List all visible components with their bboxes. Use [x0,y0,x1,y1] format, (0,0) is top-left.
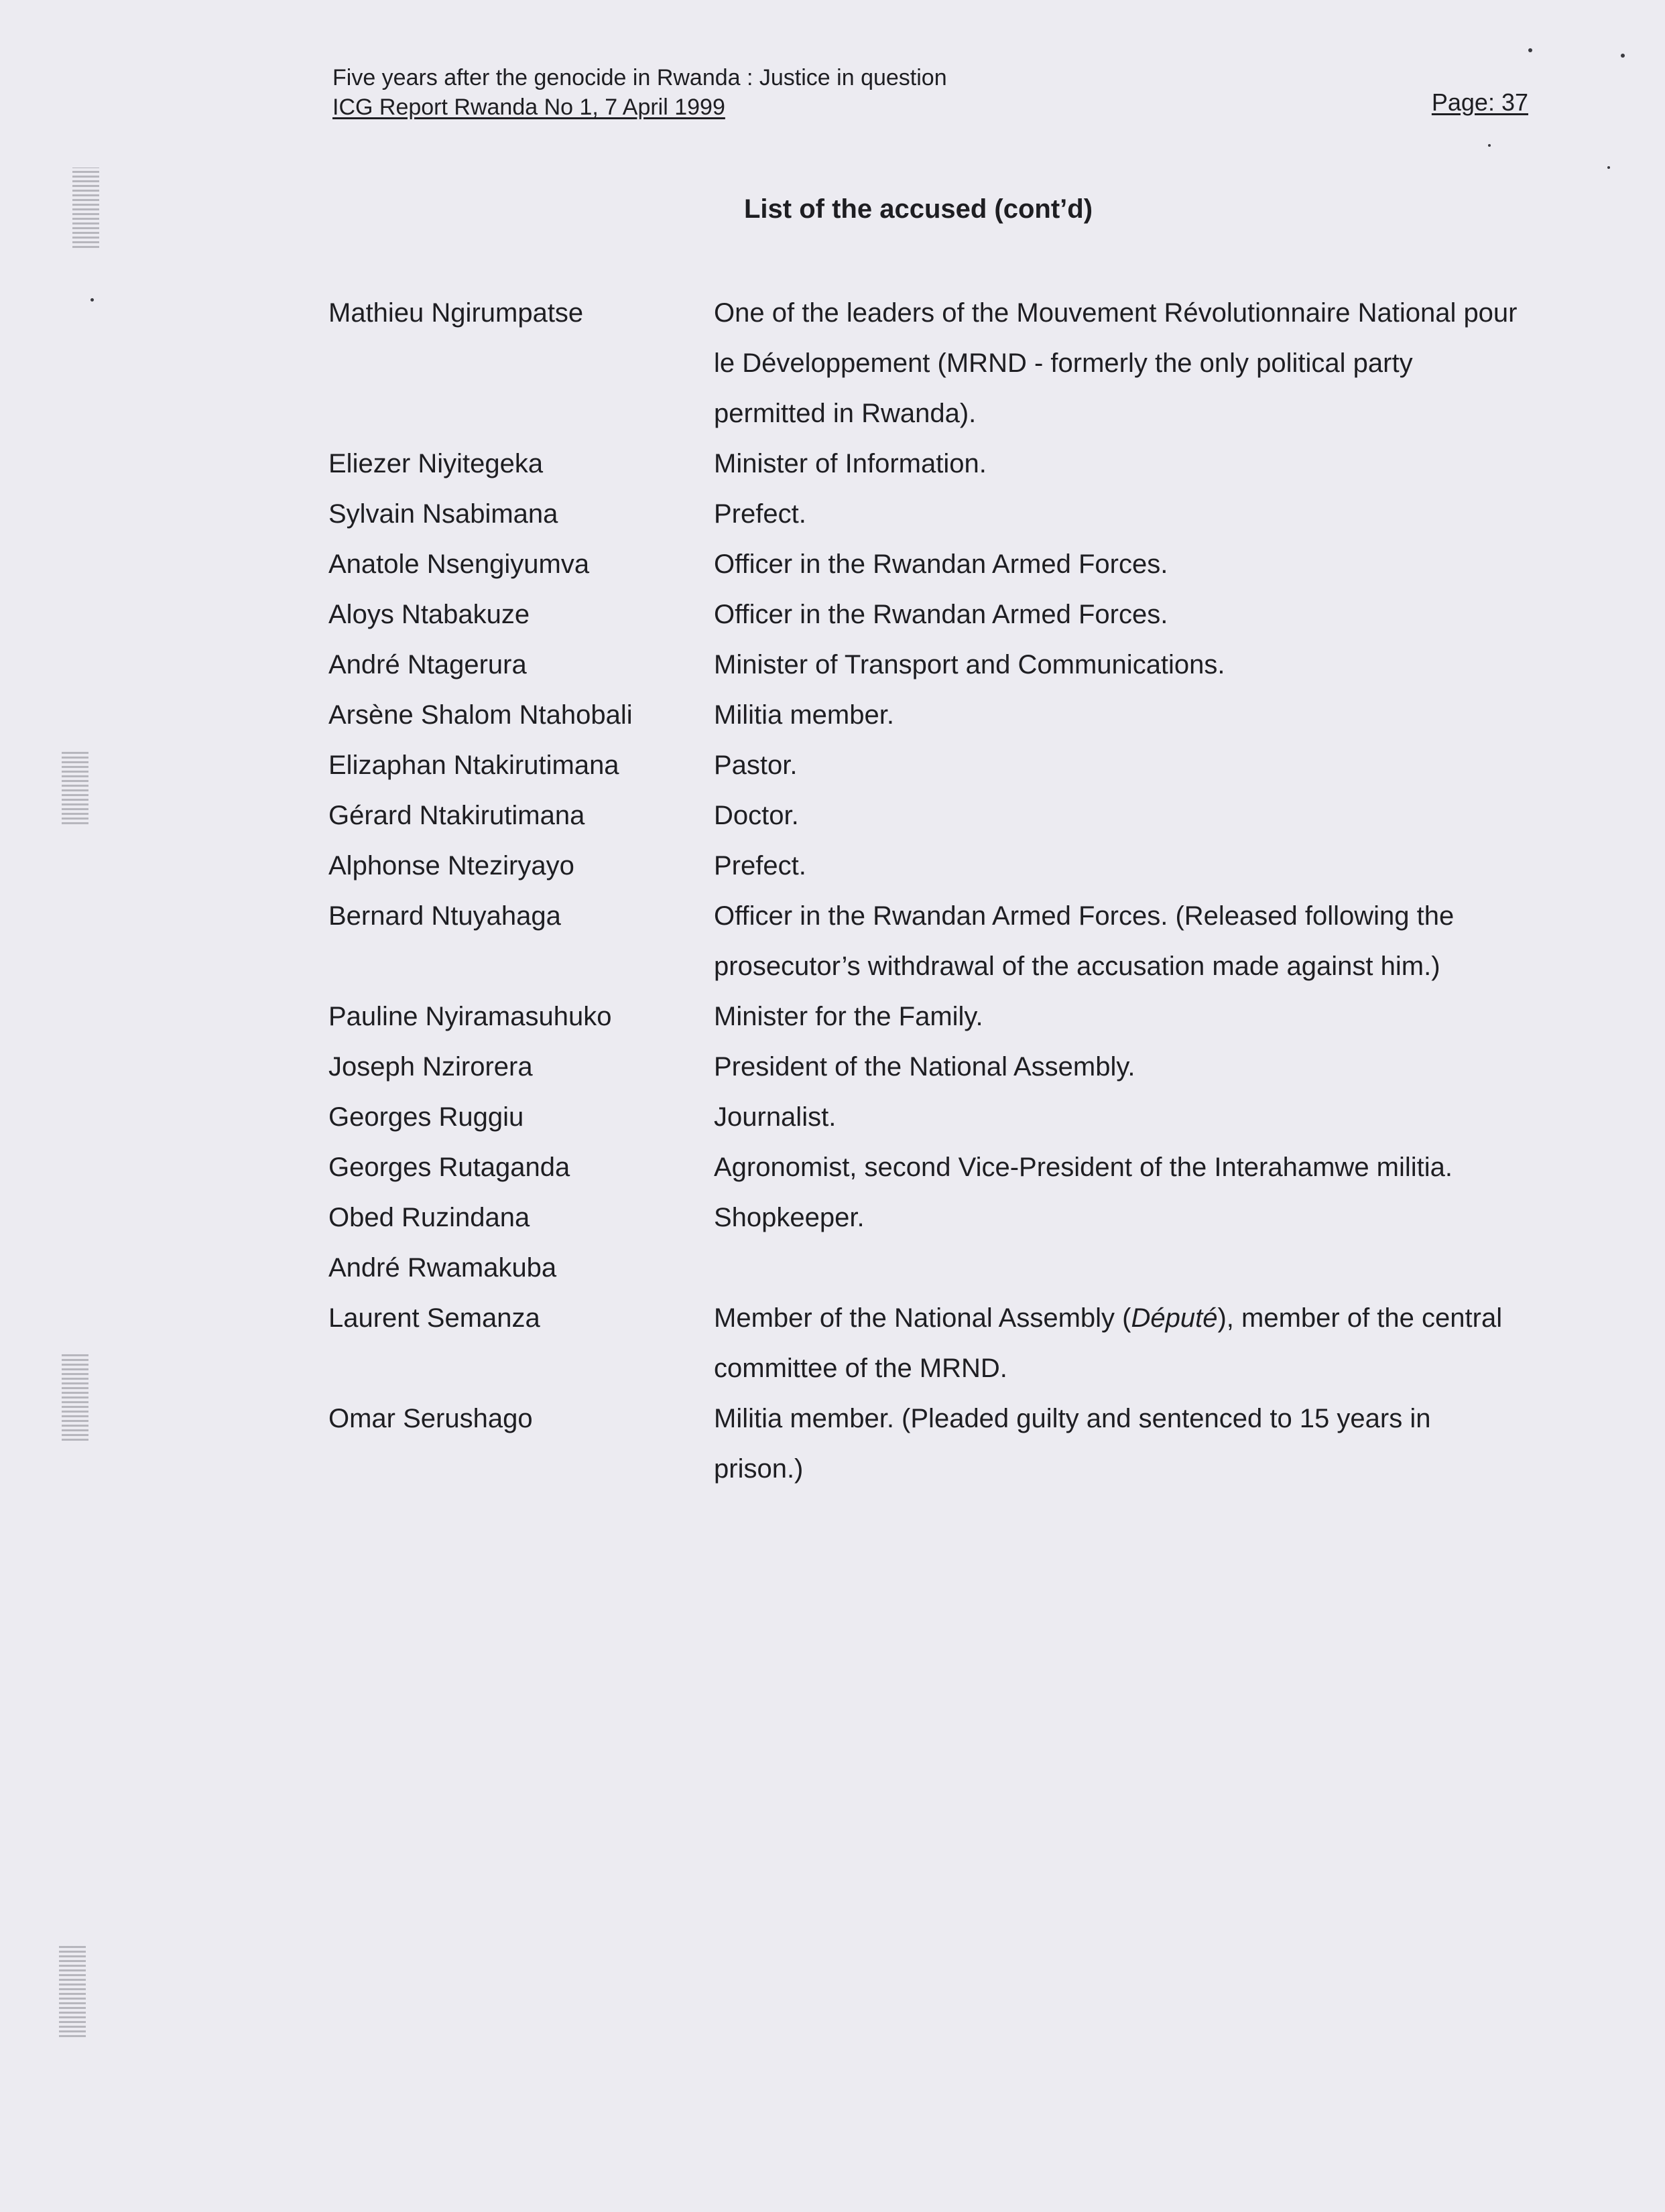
accused-name: Georges Rutaganda [328,1153,570,1182]
scan-speck [1528,48,1532,52]
accused-role: Officer in the Rwandan Armed Forces. (Released following the prosecutor’s withdrawal of the accusation made against him.) [714,901,1455,981]
accused-entry [328,841,1535,891]
accused-entry [328,1042,1535,1092]
accused-name: Alphonse Nteziryayo [328,851,574,881]
scan-noise [62,1354,88,1441]
accused-name: Arsène Shalom Ntahobali [328,700,633,730]
accused-name: Anatole Nsengiyumva [328,549,590,579]
accused-name: André Rwamakuba [328,1253,557,1283]
accused-name: Omar Serushago [328,1404,533,1433]
accused-name: André Ntagerura [328,650,527,679]
accused-role: Minister for the Family. [714,1002,983,1031]
accused-role: Minister of Information. [714,449,987,478]
section-title: List of the accused (cont’d) [744,194,1093,224]
accused-name: Joseph Nzirorera [328,1052,533,1082]
accused-role: President of the National Assembly. [714,1052,1135,1082]
accused-entry [328,891,1535,992]
accused-name: Obed Ruzindana [328,1203,530,1232]
header-report-reference: ICG Report Rwanda No 1, 7 April 1999 [332,94,725,120]
accused-role: Prefect. [714,499,806,529]
accused-name: Eliezer Niyitegeka [328,449,544,478]
accused-role: Pastor. [714,751,798,780]
accused-role: Agronomist, second Vice-President of the Interahamwe militia. [714,1153,1453,1182]
accused-entry [328,489,1535,539]
accused-name: Sylvain Nsabimana [328,499,558,529]
accused-role: Minister of Transport and Communications. [714,650,1225,679]
scan-noise [72,168,99,248]
page-number: Page: 37 [1431,88,1528,116]
accused-role: Officer in the Rwandan Armed Forces. [714,549,1168,579]
accused-entry [328,590,1535,640]
running-header [332,63,1528,122]
accused-role [714,1293,1518,1394]
accused-name: Pauline Nyiramasuhuko [328,1002,612,1031]
accused-entry [328,640,1535,690]
accused-entry [328,1243,1535,1293]
accused-role: Shopkeeper. [714,1203,865,1232]
scan-speck [90,298,94,302]
accused-role: Militia member. [714,700,894,730]
accused-role: Doctor. [714,801,799,830]
accused-entry [328,439,1535,489]
accused-role: Prefect. [714,851,806,881]
accused-entry [328,539,1535,590]
accused-name: Elizaphan Ntakirutimana [328,751,619,780]
accused-entry [328,791,1535,841]
scan-speck [1488,144,1491,147]
accused-entry [328,288,1535,439]
accused-role: Journalist. [714,1102,837,1132]
accused-entry [328,1193,1535,1243]
accused-entry [328,1092,1535,1143]
accused-role: Officer in the Rwandan Armed Forces. [714,600,1168,629]
accused-role: Militia member. (Pleaded guilty and sentenced to 15 years in prison.) [714,1404,1431,1484]
accused-name: Laurent Semanza [328,1303,540,1333]
accused-entry [328,992,1535,1042]
scan-speck [1607,166,1610,169]
accused-entry [328,1293,1535,1394]
accused-entry [328,690,1535,740]
accused-entry [328,1394,1535,1494]
accused-name: Bernard Ntuyahaga [328,901,561,931]
accused-entry [328,740,1535,791]
accused-name: Aloys Ntabakuze [328,600,530,629]
header-report-title: Five years after the genocide in Rwanda : Justice in question [332,65,947,90]
scan-speck [1621,54,1625,58]
accused-name: Georges Ruggiu [328,1102,524,1132]
role-text-italic: Député [1131,1303,1218,1333]
role-text: ), member of the central committee of the MRND. [714,1303,1503,1383]
accused-list [328,288,1535,1494]
accused-role: One of the leaders of the Mouvement Révolutionnaire National pour le Développement (MRND - formerly the only political party permitted in Rwanda). [714,298,1518,428]
scan-noise [62,751,88,824]
role-text: Member of the National Assembly ( [714,1303,1131,1333]
accused-name: Gérard Ntakirutimana [328,801,585,830]
scan-noise [59,1943,86,2037]
accused-name: Mathieu Ngirumpatse [328,298,584,328]
accused-entry [328,1143,1535,1193]
